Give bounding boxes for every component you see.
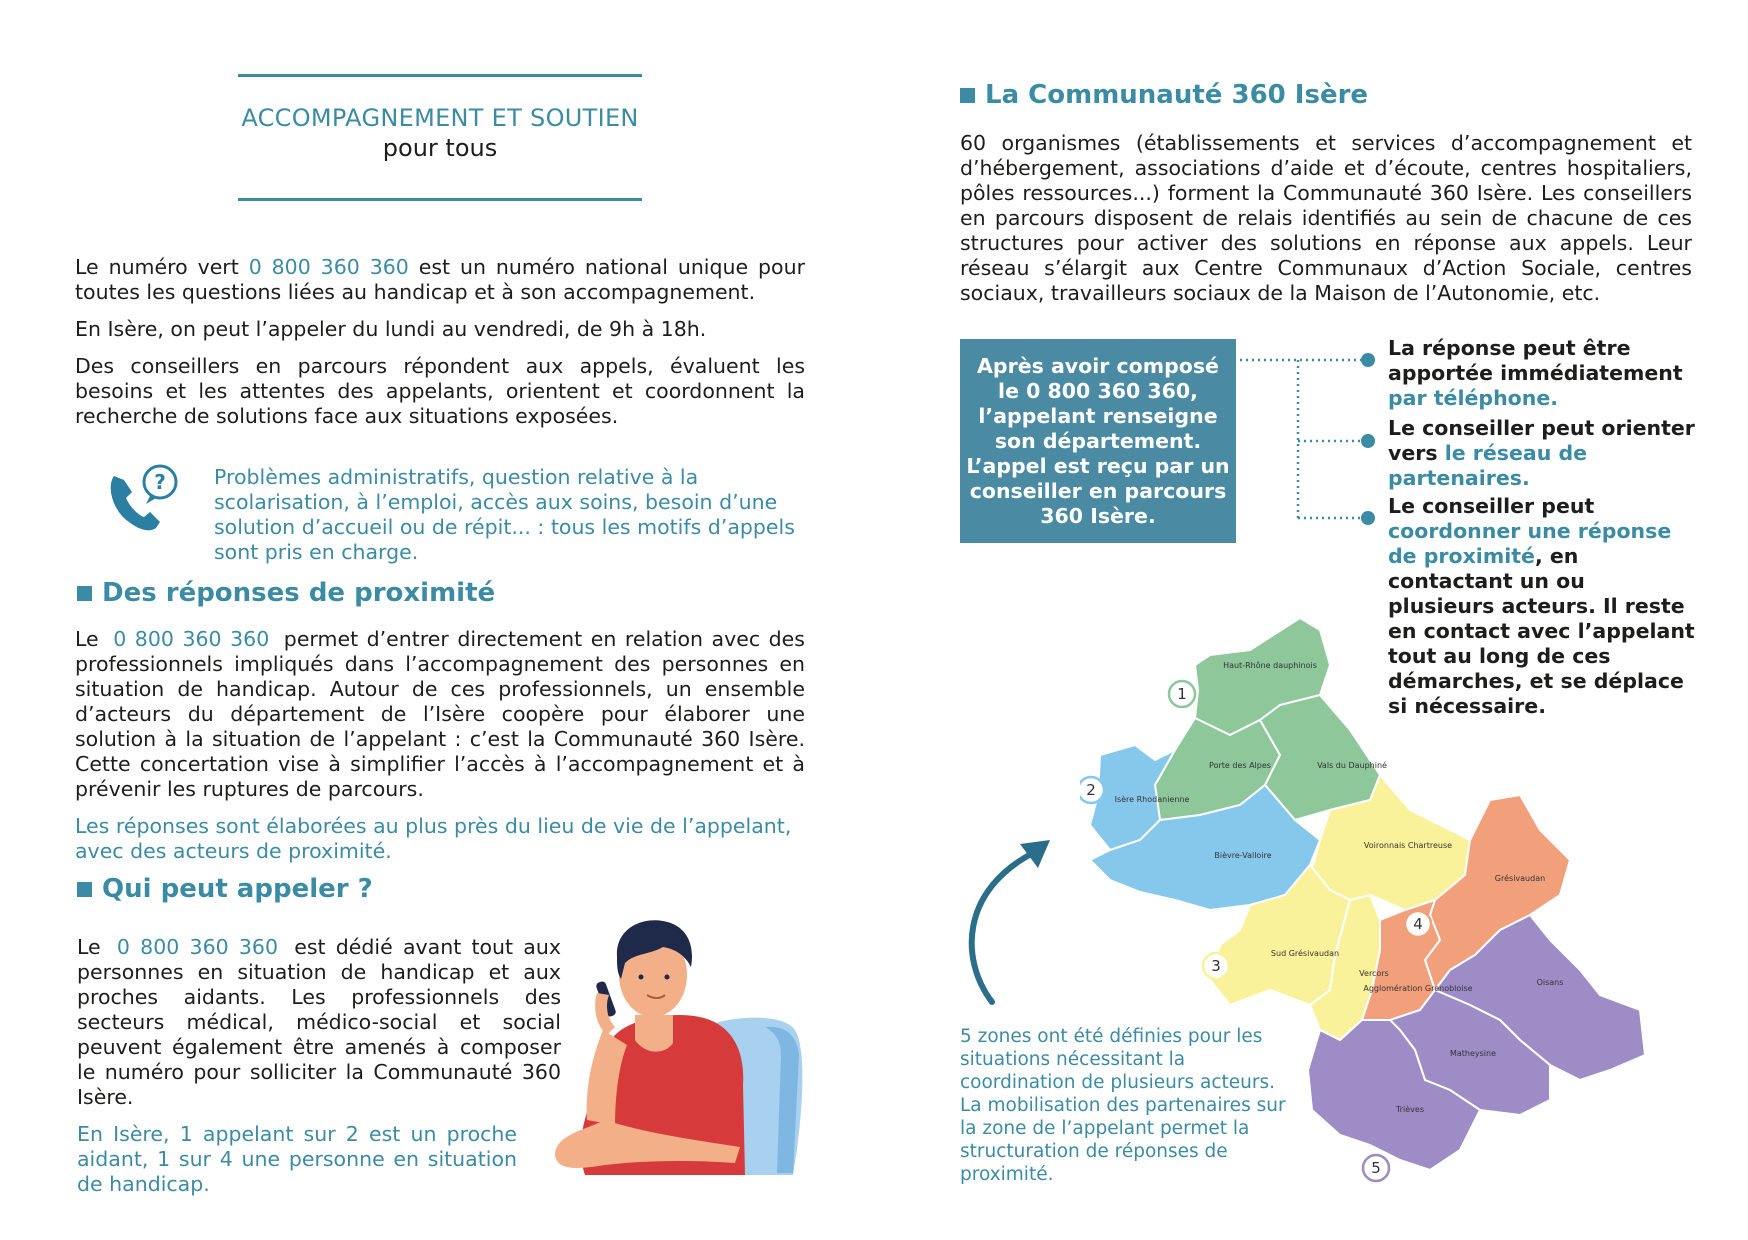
- proximite-p1-end: permet d’entrer directement en relation avec des professionnels impliqués dans l’accompagnement des personnes en situation de handicap. Autour de ces professionnels, un ensemble d’acteurs du département de l’Isère coopère pour élaborer une solution à la situation de l’appelant : c’est la Communauté 360 Isère. Cette concertation vise à simplifier l’accès à l’accompagnement et à prévenir les ruptures de parcours.: [75, 627, 805, 801]
- label-gresivaudan: Grésivaudan: [1494, 874, 1546, 883]
- flow-option-2-highlight: le réseau de partenaires.: [1388, 441, 1588, 490]
- title-rule-top: [238, 74, 642, 77]
- label-sud-gresivaudan: Sud Grésivaudan: [1270, 949, 1340, 958]
- label-oisans: Oisans: [1536, 978, 1564, 987]
- page-title-main: ACCOMPAGNEMENT ET SOUTIEN: [241, 104, 639, 132]
- label-matheysine: Matheysine: [1449, 1049, 1497, 1058]
- intro-p1-end: est un numéro national unique pour toutes les questions liées au handicap et à son accompagnement.: [75, 255, 805, 304]
- flow-dot: [1361, 434, 1375, 448]
- proximite-p1-start: Le: [75, 627, 108, 651]
- qui-p1-end: est dédié avant tout aux personnes en situation de handicap et aux proches aidants. Les professionnels des secteurs médical, médico-social et social peuvent également être amenés à composer le numéro pour solliciter la Communauté 360 Isère.: [77, 935, 561, 1109]
- heading-proximite: [77, 578, 495, 608]
- flow-option-2-text: Le conseiller peut orienter vers: [1388, 416, 1695, 465]
- intro-paragraph-3: Des conseillers en parcours répondent aux appels, évaluent les besoins et les attentes des appelants, orientent et coordonnent la recherche de solutions face aux situations exposées.: [75, 354, 805, 428]
- flow-option-1-text: La réponse peut être apportée immédiatement: [1388, 336, 1683, 385]
- page-title: [238, 104, 642, 162]
- label-isere-rhodanienne: Isère Rhodanienne: [1114, 795, 1190, 804]
- qui-paragraph-2: En Isère, 1 appelant sur 2 est un proche aidant, 1 sur 4 une personne en situation de handicap.: [77, 1122, 517, 1196]
- call-flow-box-text: Après avoir composé le 0 800 360 360, l’appelant renseigne son département. L’appel est reçu par un conseiller en parcours 360 Isère.: [966, 353, 1230, 528]
- label-haut-rhone: Haut-Rhône dauphinois: [1223, 661, 1317, 670]
- heading-communaute: [960, 80, 1368, 110]
- communaute-text: 60 organismes (établissements et services d’accompagnement et d’hébergement, associations d’aide et d’écoute, centres hospitaliers, pôles ressources...) forment la Communauté 360 Isère. Les conseillers en parcours disposent de relais identifiés au sein de chacune de ces structures pour activer des solutions en réponse aux appels. Leur réseau s’élargit aux Centre Communaux d’Action Sociale, centres sociaux, travailleurs sociaux de la Maison de l’Autonomie, etc.: [960, 131, 1692, 305]
- heading-marker: [960, 88, 975, 103]
- flow-option-3-end: , en contactant un ou plusieurs acteurs. Il reste en contact avec l’appelant tout au long de ces démarches, et se déplace si nécessaire.: [1388, 544, 1695, 718]
- flow-option-2: [1388, 416, 1698, 491]
- phone-question-icon: [104, 462, 184, 534]
- label-voironnais-chartreuse: Voironnais Chartreuse: [1363, 841, 1453, 850]
- flow-option-3-highlight: coordonner une réponse de proximité: [1388, 519, 1672, 568]
- proximite-text: [75, 627, 805, 864]
- isere-zones-map: [1080, 610, 1680, 1185]
- zone-number-4: 4: [1413, 915, 1423, 933]
- zone-number-2: 2: [1086, 781, 1096, 799]
- label-vercors: Vercors: [1359, 969, 1389, 978]
- zone-number-5: 5: [1371, 1159, 1381, 1177]
- label-bievre-valloire: Bièvre-Valloire: [1214, 851, 1272, 860]
- intro-p1-start: Le numéro vert: [75, 255, 249, 279]
- phone-number: 0 800 360 360: [248, 255, 409, 279]
- callout-text: Problèmes administratifs, question relative à la scolarisation, à l’emploi, accès aux soins, besoin d’une solution d’accueil ou de répit... : tous les motifs d’appels sont pris en charge.: [214, 465, 795, 564]
- phone-number: 0 800 360 360: [116, 935, 279, 959]
- heading-qui-text: Qui peut appeler ?: [102, 874, 373, 904]
- flow-connectors: [1236, 340, 1386, 540]
- svg-text:?: ?: [154, 470, 166, 494]
- proximite-paragraph-1: [75, 627, 805, 802]
- flow-dot: [1361, 511, 1375, 525]
- flow-dot: [1361, 353, 1375, 367]
- proximite-paragraph-2: Les réponses sont élaborées au plus près du lieu de vie de l’appelant, avec des acteurs de proximité.: [75, 814, 792, 863]
- intro-text: [75, 255, 805, 429]
- heading-qui: [77, 874, 373, 904]
- intro-paragraph-1: [75, 255, 805, 305]
- heading-proximite-text: Des réponses de proximité: [102, 578, 496, 608]
- flow-option-1: [1388, 336, 1698, 411]
- title-rule-bottom: [238, 198, 642, 201]
- man-on-phone-illustration: [545, 915, 815, 1177]
- page-title-sub: pour tous: [382, 134, 498, 162]
- heading-communaute-text: La Communauté 360 Isère: [985, 80, 1369, 110]
- label-trieves: Trièves: [1396, 1105, 1424, 1114]
- label-vals-du-dauphine: Vals du Dauphiné: [1317, 761, 1387, 770]
- curved-arrow-icon: [950, 830, 1060, 1010]
- zone-number-1: 1: [1177, 685, 1187, 703]
- map-note: 5 zones ont été définies pour les situations nécessitant la coordination de plusieurs acteurs. La mobilisation des partenaires sur la zone de l’appelant permet la structuration de réponses de proximité.: [960, 1026, 1286, 1185]
- intro-paragraph-2: En Isère, on peut l’appeler du lundi au vendredi, de 9h à 18h.: [75, 317, 707, 341]
- heading-marker: [77, 882, 92, 897]
- flow-option-1-highlight: par téléphone.: [1388, 386, 1559, 410]
- heading-marker: [77, 586, 92, 601]
- qui-paragraph-1: [77, 935, 561, 1110]
- zone-number-3: 3: [1211, 957, 1221, 975]
- phone-number: 0 800 360 360: [113, 627, 270, 651]
- qui-text: [77, 935, 561, 1197]
- label-agglomeration: Agglomération Grenobloise: [1363, 984, 1473, 993]
- flow-option-3-text: Le conseiller peut: [1388, 494, 1595, 518]
- qui-p1-start: Le: [77, 935, 111, 959]
- call-flow-box: [960, 339, 1236, 543]
- label-porte-des-alpes: Porte des Alpes: [1209, 761, 1271, 770]
